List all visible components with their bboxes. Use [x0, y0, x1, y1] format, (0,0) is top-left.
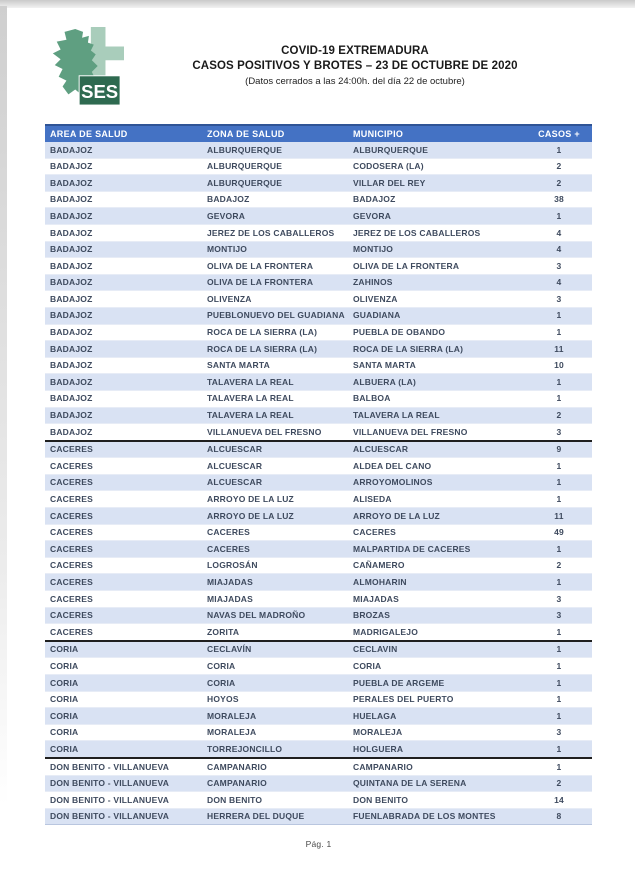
municipio-cell: ALBUERA (LA) [348, 374, 526, 391]
table-row [45, 191, 592, 208]
zona-cell: OLIVA DE LA FRONTERA [202, 274, 348, 291]
area-cell: CACERES [45, 491, 202, 508]
zona-cell: CAMPANARIO [202, 758, 348, 775]
casos-cell: 4 [526, 274, 592, 291]
table-row [45, 641, 592, 658]
area-cell: BADAJOZ [45, 224, 202, 241]
casos-cell: 1 [526, 641, 592, 658]
casos-cell: 11 [526, 341, 592, 358]
area-cell: BADAJOZ [45, 407, 202, 424]
report-note: (Datos cerrados a las 24:00h. del día 22 de octubre) [245, 76, 465, 87]
municipio-cell: CAMPANARIO [348, 758, 526, 775]
zona-cell: TORREJONCILLO [202, 741, 348, 758]
municipio-cell: ALMOHARIN [348, 574, 526, 591]
table-row [45, 241, 592, 258]
zona-cell: MORALEJA [202, 708, 348, 725]
municipio-cell: VILLAR DEL REY [348, 175, 526, 192]
zona-cell: ALBURQUERQUE [202, 158, 348, 175]
table-row [45, 474, 592, 491]
zona-cell: ARROYO DE LA LUZ [202, 491, 348, 508]
table-row [45, 792, 592, 809]
casos-cell: 1 [526, 474, 592, 491]
area-cell: BADAJOZ [45, 175, 202, 192]
area-cell: CACERES [45, 508, 202, 525]
page-number: Pág. 1 [305, 839, 332, 849]
area-cell: CACERES [45, 574, 202, 591]
municipio-cell: OLIVENZA [348, 291, 526, 308]
municipio-cell: CAÑAMERO [348, 557, 526, 574]
casos-cell: 4 [526, 224, 592, 241]
municipio-cell: DON BENITO [348, 792, 526, 809]
area-cell: CACERES [45, 624, 202, 641]
municipio-cell: CACERES [348, 524, 526, 541]
casos-cell: 1 [526, 658, 592, 675]
table-row [45, 491, 592, 508]
casos-cell: 2 [526, 775, 592, 792]
casos-cell: 2 [526, 175, 592, 192]
casos-cell: 1 [526, 142, 592, 158]
casos-cell: 1 [526, 324, 592, 341]
zona-cell: CORIA [202, 675, 348, 692]
casos-cell: 1 [526, 708, 592, 725]
area-cell: BADAJOZ [45, 307, 202, 324]
area-cell: BADAJOZ [45, 390, 202, 407]
zona-cell: CACERES [202, 541, 348, 558]
column-header-area: AREA DE SALUD [45, 125, 202, 142]
municipio-cell: GEVORA [348, 208, 526, 225]
area-cell: CACERES [45, 557, 202, 574]
area-cell: CACERES [45, 541, 202, 558]
zona-cell: DON BENITO [202, 792, 348, 809]
table-row [45, 624, 592, 641]
zona-cell: HOYOS [202, 691, 348, 708]
column-header-casos: CASOS + [526, 125, 592, 142]
area-cell: CORIA [45, 724, 202, 741]
area-cell: BADAJOZ [45, 142, 202, 158]
municipio-cell: BADAJOZ [348, 191, 526, 208]
zona-cell: ALCUESCAR [202, 474, 348, 491]
municipio-cell: BROZAS [348, 607, 526, 624]
zona-cell: MONTIJO [202, 241, 348, 258]
municipio-cell: HOLGUERA [348, 741, 526, 758]
zona-cell: CORIA [202, 658, 348, 675]
zona-cell: TALAVERA LA REAL [202, 390, 348, 407]
municipio-cell: ALCUESCAR [348, 441, 526, 458]
casos-cell: 3 [526, 291, 592, 308]
table-row [45, 291, 592, 308]
table-row [45, 541, 592, 558]
zona-cell: PUEBLONUEVO DEL GUADIANA [202, 307, 348, 324]
casos-cell: 2 [526, 158, 592, 175]
zona-cell: GEVORA [202, 208, 348, 225]
area-cell: CACERES [45, 591, 202, 608]
area-cell: BADAJOZ [45, 341, 202, 358]
zona-cell: ROCA DE LA SIERRA (LA) [202, 341, 348, 358]
casos-cell: 1 [526, 374, 592, 391]
zona-cell: NAVAS DEL MADROÑO [202, 607, 348, 624]
casos-cell: 1 [526, 458, 592, 475]
table-row [45, 258, 592, 275]
zona-cell: ALCUESCAR [202, 441, 348, 458]
table-row [45, 142, 592, 158]
table-row [45, 390, 592, 407]
casos-cell: 1 [526, 307, 592, 324]
municipio-cell: ARROYOMOLINOS [348, 474, 526, 491]
area-cell: CACERES [45, 458, 202, 475]
column-header-zona: ZONA DE SALUD [202, 125, 348, 142]
area-cell: CORIA [45, 708, 202, 725]
casos-cell: 2 [526, 557, 592, 574]
municipio-cell: TALAVERA LA REAL [348, 407, 526, 424]
municipio-cell: CORIA [348, 658, 526, 675]
area-cell: BADAJOZ [45, 274, 202, 291]
municipio-cell: QUINTANA DE LA SERENA [348, 775, 526, 792]
ses-logo-text: SES [81, 81, 119, 103]
zona-cell: CACERES [202, 524, 348, 541]
table-row [45, 708, 592, 725]
header-row [45, 125, 592, 142]
zona-cell: MORALEJA [202, 724, 348, 741]
casos-cell: 11 [526, 508, 592, 525]
report-title: COVID-19 EXTREMADURA [281, 45, 429, 57]
area-cell: CORIA [45, 675, 202, 692]
zona-cell: MIAJADAS [202, 574, 348, 591]
casos-cell: 38 [526, 191, 592, 208]
table-header [45, 125, 592, 142]
zona-cell: CAMPANARIO [202, 775, 348, 792]
casos-cell: 3 [526, 424, 592, 441]
table-row [45, 524, 592, 541]
municipio-cell: OLIVA DE LA FRONTERA [348, 258, 526, 275]
table-row [45, 574, 592, 591]
area-cell: CORIA [45, 658, 202, 675]
casos-cell: 1 [526, 574, 592, 591]
casos-cell: 1 [526, 691, 592, 708]
casos-cell: 49 [526, 524, 592, 541]
zona-cell: TALAVERA LA REAL [202, 374, 348, 391]
table-row [45, 557, 592, 574]
municipio-cell: BALBOA [348, 390, 526, 407]
area-cell: BADAJOZ [45, 324, 202, 341]
casos-cell: 1 [526, 758, 592, 775]
table-row [45, 357, 592, 374]
area-cell: DON BENITO - VILLANUEVA [45, 792, 202, 809]
area-cell: BADAJOZ [45, 357, 202, 374]
zona-cell: ZORITA [202, 624, 348, 641]
area-cell: CACERES [45, 524, 202, 541]
table-row [45, 508, 592, 525]
zona-cell: MIAJADAS [202, 591, 348, 608]
zona-cell: CECLAVÍN [202, 641, 348, 658]
table-row [45, 658, 592, 675]
table-row [45, 224, 592, 241]
casos-cell: 3 [526, 724, 592, 741]
table-row [45, 307, 592, 324]
area-cell: CORIA [45, 741, 202, 758]
area-cell: BADAJOZ [45, 291, 202, 308]
municipio-cell: MALPARTIDA DE CACERES [348, 541, 526, 558]
municipio-cell: ALBURQUERQUE [348, 142, 526, 158]
table-row [45, 607, 592, 624]
municipio-cell: CODOSERA (LA) [348, 158, 526, 175]
casos-cell: 1 [526, 208, 592, 225]
casos-cell: 10 [526, 357, 592, 374]
municipio-cell: MIAJADAS [348, 591, 526, 608]
zona-cell: ROCA DE LA SIERRA (LA) [202, 324, 348, 341]
table-row [45, 458, 592, 475]
table-row [45, 808, 592, 825]
municipio-cell: ZAHINOS [348, 274, 526, 291]
municipio-cell: FUENLABRADA DE LOS MONTES [348, 808, 526, 825]
casos-cell: 3 [526, 258, 592, 275]
casos-cell: 2 [526, 407, 592, 424]
table-row [45, 441, 592, 458]
column-header-municipio: MUNICIPIO [348, 125, 526, 142]
municipio-cell: ROCA DE LA SIERRA (LA) [348, 341, 526, 358]
zona-cell: VILLANUEVA DEL FRESNO [202, 424, 348, 441]
table-row [45, 675, 592, 692]
municipio-cell: ALISEDA [348, 491, 526, 508]
table-body [45, 142, 592, 825]
zona-cell: LOGROSÁN [202, 557, 348, 574]
zona-cell: OLIVA DE LA FRONTERA [202, 258, 348, 275]
municipio-cell: PUEBLA DE OBANDO [348, 324, 526, 341]
municipio-cell: MONTIJO [348, 241, 526, 258]
municipio-cell: MORALEJA [348, 724, 526, 741]
municipio-cell: MADRIGALEJO [348, 624, 526, 641]
report-subtitle: CASOS POSITIVOS Y BROTES – 23 DE OCTUBRE DE 2020 [192, 60, 518, 72]
table-row [45, 158, 592, 175]
table-row [45, 741, 592, 758]
casos-cell: 9 [526, 441, 592, 458]
casos-cell: 8 [526, 808, 592, 825]
report-header [75, 44, 635, 88]
casos-cell: 4 [526, 241, 592, 258]
page-edge-shadow-top [0, 0, 635, 8]
area-cell: CACERES [45, 441, 202, 458]
table-row [45, 691, 592, 708]
area-cell: BADAJOZ [45, 241, 202, 258]
municipio-cell: PERALES DEL PUERTO [348, 691, 526, 708]
table-row [45, 274, 592, 291]
zona-cell: BADAJOZ [202, 191, 348, 208]
zona-cell: ALCUESCAR [202, 458, 348, 475]
cases-table [45, 124, 592, 825]
zona-cell: JEREZ DE LOS CABALLEROS [202, 224, 348, 241]
area-cell: BADAJOZ [45, 374, 202, 391]
municipio-cell: VILLANUEVA DEL FRESNO [348, 424, 526, 441]
municipio-cell: CECLAVIN [348, 641, 526, 658]
table-row [45, 374, 592, 391]
table-row [45, 591, 592, 608]
casos-cell: 3 [526, 591, 592, 608]
zona-cell: TALAVERA LA REAL [202, 407, 348, 424]
area-cell: BADAJOZ [45, 208, 202, 225]
table-row [45, 775, 592, 792]
area-cell: BADAJOZ [45, 258, 202, 275]
zona-cell: ALBURQUERQUE [202, 142, 348, 158]
municipio-cell: ARROYO DE LA LUZ [348, 508, 526, 525]
municipio-cell: HUELAGA [348, 708, 526, 725]
area-cell: CACERES [45, 474, 202, 491]
casos-cell: 1 [526, 675, 592, 692]
area-cell: BADAJOZ [45, 424, 202, 441]
casos-cell: 1 [526, 491, 592, 508]
municipio-cell: ALDEA DEL CANO [348, 458, 526, 475]
table-row [45, 341, 592, 358]
casos-cell: 14 [526, 792, 592, 809]
casos-cell: 3 [526, 607, 592, 624]
table-row [45, 175, 592, 192]
area-cell: DON BENITO - VILLANUEVA [45, 808, 202, 825]
municipio-cell: JEREZ DE LOS CABALLEROS [348, 224, 526, 241]
zona-cell: OLIVENZA [202, 291, 348, 308]
area-cell: BADAJOZ [45, 191, 202, 208]
table-row [45, 424, 592, 441]
table-row [45, 407, 592, 424]
area-cell: DON BENITO - VILLANUEVA [45, 775, 202, 792]
municipio-cell: GUADIANA [348, 307, 526, 324]
table-row [45, 324, 592, 341]
casos-cell: 1 [526, 741, 592, 758]
zona-cell: SANTA MARTA [202, 357, 348, 374]
municipio-cell: PUEBLA DE ARGEME [348, 675, 526, 692]
casos-cell: 1 [526, 624, 592, 641]
zona-cell: ALBURQUERQUE [202, 175, 348, 192]
municipio-cell: SANTA MARTA [348, 357, 526, 374]
table-row [45, 724, 592, 741]
area-cell: CORIA [45, 641, 202, 658]
table-row [45, 208, 592, 225]
zona-cell: ARROYO DE LA LUZ [202, 508, 348, 525]
area-cell: DON BENITO - VILLANUEVA [45, 758, 202, 775]
area-cell: CACERES [45, 607, 202, 624]
table-row [45, 758, 592, 775]
zona-cell: HERRERA DEL DUQUE [202, 808, 348, 825]
casos-cell: 1 [526, 390, 592, 407]
area-cell: CORIA [45, 691, 202, 708]
page-edge-shadow-left [0, 6, 7, 806]
casos-cell: 1 [526, 541, 592, 558]
area-cell: BADAJOZ [45, 158, 202, 175]
